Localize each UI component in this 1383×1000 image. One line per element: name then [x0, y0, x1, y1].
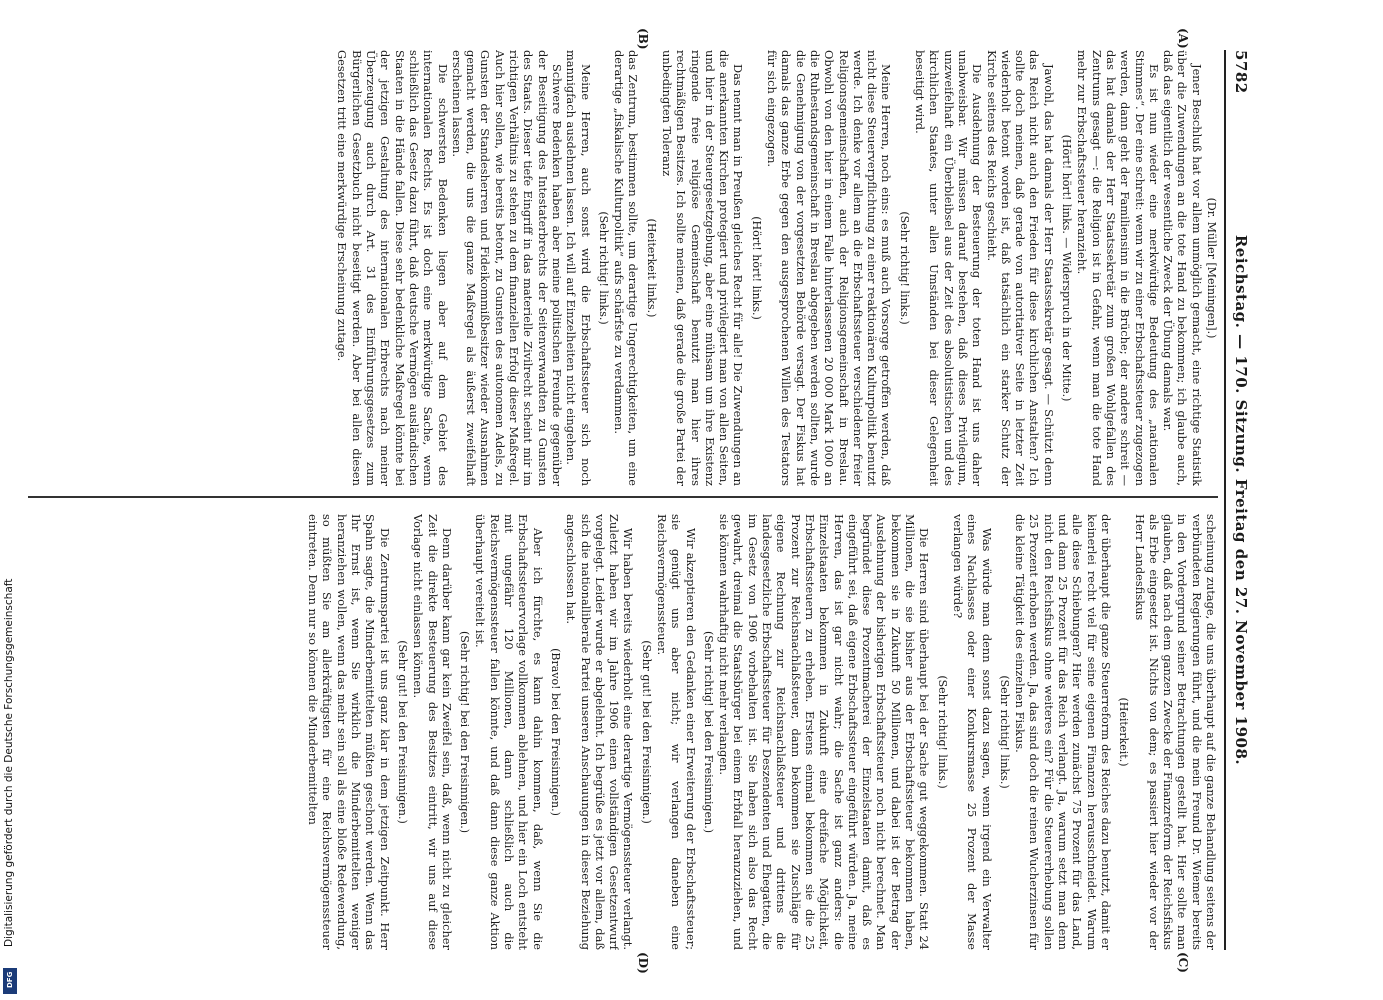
paragraph: der überhaupt die ganze Steuerreform des Reiches dazu benutzt, damit er keinerlei recht viel für seine eigenen Finanzen herausschneidet. Warum alle diese Schiebungen? Hier werden zunächst 75 Prozent für das Land, und dann 25 Prozent für das Reich verlangt. Ja, warum setzt man denn nicht den Reichsfiskus ohne weiteres ein? Für die Steuererhebung sollen 25 Prozent erhoben werden. Ja, das sind doch die reinen Wucherzinsen für die kleine Tätigkeit des einzelnen Fiskus. [1013, 514, 1113, 950]
paragraph: Jawohl, das hat damals der Herr Staatssekretär gesagt. — Schützt denn das Reich nicht auch den Frieden für diese kirchlichen Anstalten? Ich sollte doch meinen, daß gerade von autoritativer Seite in letzter Zeit wiederholt betont worden ist, daß tatsächlich ein starker Schutz der Kirche seitens des Reichs geschieht. [984, 50, 1056, 486]
paragraph: das Zentrum, bestimmen sollte, um derartige Ungerechtigkeiten, um eine derartige „fiskalische Kulturpolitik“ aufs schärfste zu verdammen. [612, 50, 641, 486]
interjection: (Hört! hört! links. — Widerspruch in der Mitte.) [1060, 134, 1074, 402]
interjection: (Sehr richtig! links.) [596, 211, 610, 325]
paragraph: Jener Beschluß hat vor allem unmöglich gemacht, eine richtige Statistik über die Zuwendungen an die tote Hand zu bekommen; ich glaube auch, daß das eigentlich der wesentliche Zweck der Übung damals war. [1161, 50, 1204, 486]
paragraph: Meine Herren, auch sonst wird die Erbschaftssteuer sich noch mannigfach ausdehnen lassen. Ich will auf Einzelheiten nicht eingehen. [564, 50, 593, 486]
interjection: (Heiterkeit.) [1117, 697, 1131, 767]
paragraph: Die Herren sind überhaupt bei der Sache gut weggekommen. Statt 24 Millionen, die sie bisher aus der Erbschaftssteuer bekommen haben, bekommen sie in Zukunft 50 Millionen, und dabei ist der Betrag der Ausdehnung der bisherigen Erbschaftssteuer noch nicht berechnet. Man begründet diese Prozentmacherei der Einzelstaaten damit, daß es eingeführt sei, daß eigene Erbschaftssteuer eingeführt würden. Ja, meine Herren, das ist gar nicht wahr; die Sache ist ganz anders: die Einzelstaaten bekommen in Zukunft eine dreifache Möglichkeit, Erbschaftssteuern zu erheben. Erstens einmal bekommen sie die 25 Prozent zur Reichsnachlaßsteuer, dann bekommen sie Zuschläge für eigene Rechnung zur Reichsnachlaßsteuer und drittens die landesgesetzliche Erbschaftssteuer für Deszendenten und Ehegatten, die im Gesetz von 1906 vorbehalten ist. Sie haben sich also das Recht gewahrt, dreimal die Staatsbürger bei einem Erbfall heranzuziehen, und sie können wahrhaftig nicht mehr verlangen. [717, 514, 932, 950]
paragraph: Wir haben bereits wiederholt eine derartige Vermögenssteuer verlangt. Zuletzt haben wir im Jahre 1906 einen vollständigen Gesetzentwurf vorgelegt. Leider wurde er abgelehnt. Ich begrüße es jetzt vor allem, daß sich die nationalliberale Partei unseren Anschauungen in dieser Beziehung angeschlossen hat. [564, 514, 636, 950]
paragraph: Die schwersten Bedenken liegen aber auf dem Gebiet des internationalen Rechts. Es ist doch eine merkwürdige Sache, wenn schließlich das Gesetz dazu führt, daß deutsche Vermögen ausländischen Staaten in die Hände fallen. Diese sehr bedenkliche Maßregel könnte bei der jetzigen Gestaltung des internationalen Erbrechts nach meiner Überzeugung auch durch Art. 31 des Einführungsgesetzes zum Bürgerlichen Gesetzbuch nicht beseitigt werden. Aber bei allen diesen Gesetzen tritt eine merkwürdige Erscheinung zutage. [335, 50, 450, 486]
digitization-sidebar [0, 0, 20, 1000]
paragraph: Wir akzeptieren den Gedanken einer Erweiterung der Erbschaftssteuer; sie genügt uns aber nicht; wir verlangen daneben eine Reichsvermögenssteuer. [655, 514, 698, 950]
interjection: (Sehr richtig! links.) [897, 211, 911, 325]
paragraph: Was würde man denn sonst dazu sagen, wenn irgend ein Verwalter eines Nachlasses oder einer Konkursmasse 25 Prozent der Masse verlangen würde? [950, 514, 994, 950]
paragraph: Meine Herren, noch eins: es muß auch Vorsorge getroffen werden, daß nicht diese Steuerverpflichtung zu einer reaktionären Kulturpolitik benutzt werde. Ich denke vor allem an die Erbschaftssteuer verschiedener freier Religionsgemeinschaften, auch der Religionsgemeinschaft in Breslau. Obwohl von den hier in einem Falle hinterlassenen 20 000 Mark 1000 an die Ruhestandsgemeinschaft in Breslau abgegeben werden sollten, wurde die Genehmigung von der vorgesetzten Behörde versagt. Der Fiskus hat damals das ganze Erbe gegen den ausgesprochenen Willen des Testators für sich eingezogen. [765, 50, 894, 486]
paragraph: Die Zentrumspartei ist uns ganz klar in dem jetzigen Zeitpunkt. Herr Spahn sagte, die Minderbemittelten müßten geschont werden. Wenn das Ihr Ernst ist, wenn Sie wirklich die Minderbemittelten weniger heranziehen wollen, wenn das mehr sein soll als eine bloße Redewendung, so müßten Sie am allerkräftigsten für eine Reichsvermögenssteuer eintreten. Denn nur so können die Minderbemittelten [306, 514, 392, 950]
interjection: (Sehr richtig! links.) [997, 675, 1011, 789]
interjection: (Sehr richtig! links.) [935, 675, 949, 789]
dfg-logo-text: DFG [6, 971, 14, 988]
header-rule [1224, 50, 1226, 950]
digitization-credit: Digitalisierung gefördert durch die Deutsche Forschungsgemeinschaft [3, 578, 15, 947]
interjection: (Sehr richtig! bei den Freisinnigen.) [458, 631, 472, 833]
interjection: (Sehr richtig! bei den Freisinnigen.) [701, 631, 715, 833]
paragraph: Das nennt man in Preußen gleiches Recht für alle! Die Zuwendungen an die anerkannten Kirchen protegiert und privilegiert man von allen Seiten, und hier in der Steuergesetzgebung, aber eine mühsam um ihre Existenz ringende freie religiöse Gemeinschaft benutzt man hier ihres rechtmäßigen Besitzes. Ich sollte meinen, daß gerade die große Partei der unbedingten Toleranz [660, 50, 746, 486]
margin-marker-d: (D) [636, 952, 650, 974]
speaker-line: (Dr. Müller [Meiningen].) [1205, 197, 1218, 339]
interjection: (Sehr gut! bei den Freisinnigen.) [395, 640, 409, 824]
interjection: (Hört! hört! links.) [749, 216, 763, 320]
page-number: 5782 [1232, 50, 1250, 94]
margin-marker-a: (A) [1176, 28, 1190, 49]
interjection: (Heiterkeit links.) [644, 218, 658, 318]
paragraph: Es ist nun wieder eine merkwürdige Bedeutung des „nationalen Stimmes“. Der eine schreit: wenn wir zu einer Erbschaftssteuer zugezogen werden, dann geht der Familiensinn in die Brüche; der andere schreit — das hat damals der Herr Staatssekretär zum großen Wohlgefallen des Zentrums gesagt —: die Religion ist in Gefahr, wenn man die tote Hand mehr zur Erbschaftssteuer heranzieht. [1075, 50, 1161, 486]
left-column [28, 50, 1218, 486]
column-divider [28, 496, 1218, 498]
margin-marker-b: (B) [636, 28, 650, 50]
paragraph: Schwere Bedenken haben aber meine politischen Freunde gegenüber der Beseitigung des Intestaterbrechts der Seitenverwandten zu Gunsten des Staats. Dieser tiefe Eingriff in das materielle Zivilrecht scheint mir im richtigen Verhältnis zu stehen zu dem finanziellen Erfolg dieser Maßregel. Auch hier sollen, wie bereits betont, zu Gunsten des autonomen Adels, zu Gunsten der Standesherren und Fideikommißbesitzer wieder Ausnahmen gemacht werden, die uns die ganze Maßregel als äußerst zweifelhaft erscheinen lassen. [449, 50, 564, 486]
dfg-logo-icon [3, 968, 17, 994]
interjection: (Sehr gut! bei den Freisinnigen.) [639, 640, 653, 824]
interjection: (Bravo! bei den Freisinnigen.) [548, 648, 562, 816]
paragraph: Die Ausdehnung der Besteuerung der toten Hand ist uns daher unabweisbar. Wir müssen darauf bestehen, daß dieses Privilegium, unzweifelhaft ein Überbleibsel aus der Zeit des absolutistischen und des kirchlichen Staates, unter allen Umständen bei dieser Gelegenheit beseitigt wird. [913, 50, 985, 486]
paragraph: Denn darüber kann gar kein Zweifel sein, daß, wenn nicht zu gleicher Zeit die direkte Besteuerung des Besitzes eintritt, wir uns auf diese Vorlage nicht einlassen können. [411, 514, 454, 950]
page-header [1228, 50, 1250, 950]
margin-marker-c: (C) [1176, 952, 1190, 973]
rotated-document-page [0, 20, 1290, 980]
paragraph: scheinung zutage, die uns überhaupt auf die ganze Behandlung seitens der verbündeten Regierungen führt, und die mein Freund Dr. Wiemer bereits in den Vordergrund seiner Betrachtungen gestellt hat. Hier sollte man glauben, daß nach dem ganzen Zwecke der Finanzreform der Reichsfiskus als Erbe eingesetzt ist. Nichts von dem; es passiert hier wieder vor der Herr Landesfiskus [1132, 514, 1218, 950]
paragraph: Aber ich fürchte, es kann dahin kommen, daß, wenn Sie die Erbschaftssteuervorlage vollkommen ablehnen, und hier ein Loch entsteht mit ungefähr 120 Millionen, dann schließlich auch die Reichsvermögenssteuer fallen könnte, und daß dann diese ganze Aktion überhaupt vereitelt ist. [473, 514, 545, 950]
session-heading: Reichstag. — 170. Sitzung. Freitag den 27. November 1908. [1232, 234, 1250, 766]
right-column [28, 514, 1218, 950]
